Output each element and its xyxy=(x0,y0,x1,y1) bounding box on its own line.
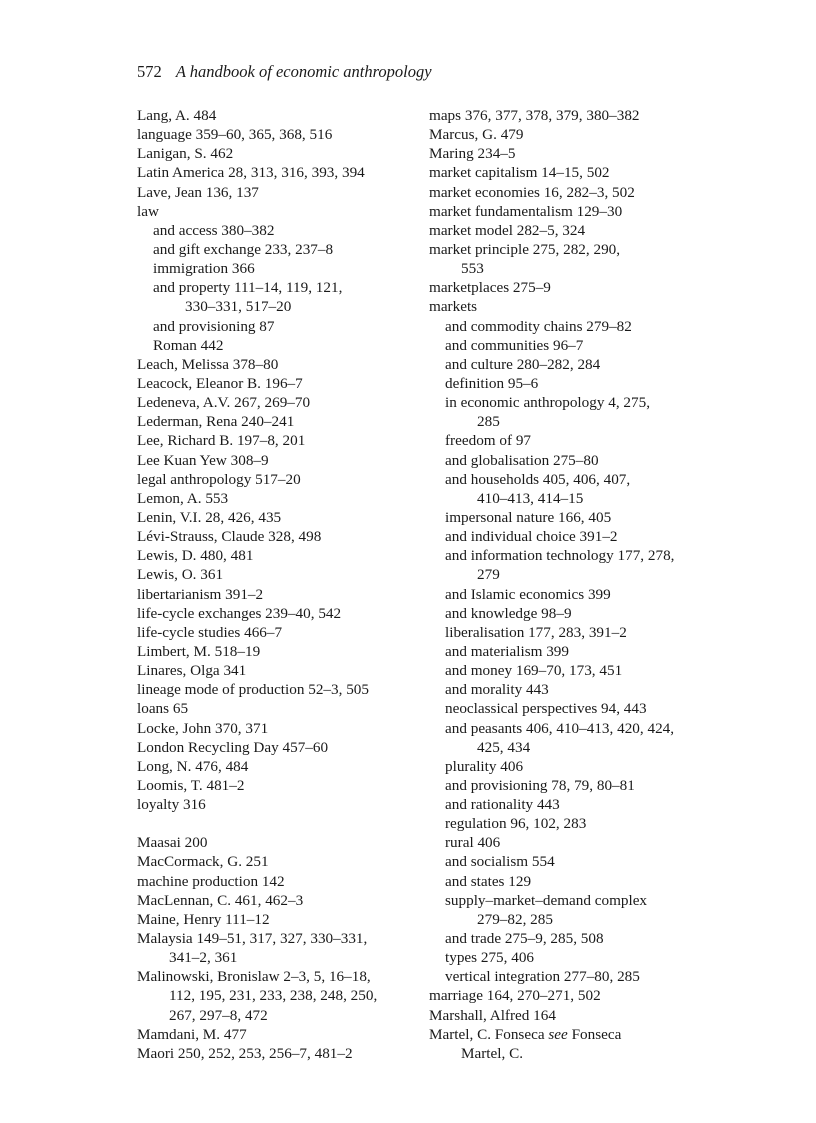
index-subentry: rural 406 xyxy=(445,834,501,852)
index-entry: market principle 275, 282, 290, xyxy=(429,240,621,258)
index-entry: Maine, Henry 111–12 xyxy=(137,910,270,928)
index-entry: Maasai 200 xyxy=(137,834,208,852)
index-entry: Locke, John 370, 371 xyxy=(137,719,269,737)
index-subentry: and households 405, 406, 407, xyxy=(445,470,631,488)
index-entry: Lewis, O. 361 xyxy=(137,566,224,584)
index-entry: MacCormack, G. 251 xyxy=(137,853,269,871)
index-entry: Ledeneva, A.V. 267, 269–70 xyxy=(137,394,311,412)
see-keyword: see xyxy=(548,1025,568,1043)
index-entry: Lemon, A. 553 xyxy=(137,489,229,507)
index-subentry: neoclassical perspectives 94, 443 xyxy=(445,700,647,718)
index-subentry: and individual choice 391–2 xyxy=(445,528,618,546)
page-number: 572 xyxy=(137,62,162,81)
letter-group-gap xyxy=(137,814,407,833)
index-entry: Lee, Richard B. 197–8, 201 xyxy=(137,432,306,450)
index-entry: Malaysia 149–51, 317, 327, 330–331, xyxy=(137,930,368,948)
cross-reference-head: Martel, C. Fonseca xyxy=(429,1025,549,1043)
index-continuation: 112, 195, 231, 233, 238, 248, 250, xyxy=(169,987,378,1005)
index-subentry: and provisioning 78, 79, 80–81 xyxy=(445,776,635,794)
index-continuation: 285 xyxy=(477,413,500,431)
index-entry: Malinowski, Bronislaw 2–3, 5, 16–18, xyxy=(137,968,371,986)
index-subentry: types 275, 406 xyxy=(445,949,535,967)
index-entry: Maring 234–5 xyxy=(429,145,516,163)
index-entry: libertarianism 391–2 xyxy=(137,585,264,603)
index-subentry: and gift exchange 233, 237–8 xyxy=(153,240,334,258)
running-title: A handbook of economic anthropology xyxy=(175,62,432,81)
index-subentry: and states 129 xyxy=(445,872,532,890)
index-continuation: 553 xyxy=(461,260,484,278)
index-entry: Lee Kuan Yew 308–9 xyxy=(137,451,269,469)
index-continuation: 410–413, 414–15 xyxy=(477,489,584,507)
index-entry: Leacock, Eleanor B. 196–7 xyxy=(137,374,303,392)
index-subentry: and commodity chains 279–82 xyxy=(445,317,632,335)
index-entry: Lave, Jean 136, 137 xyxy=(137,183,259,201)
index-subentry: regulation 96, 102, 283 xyxy=(445,815,587,833)
index-entry: market fundamentalism 129–30 xyxy=(429,202,623,220)
index-entry: loyalty 316 xyxy=(137,796,206,814)
index-entry: machine production 142 xyxy=(137,872,285,890)
index-entry: marketplaces 275–9 xyxy=(429,279,551,297)
index-subentry: and Islamic economics 399 xyxy=(445,585,611,603)
index-subentry: immigration 366 xyxy=(153,260,255,278)
index-subentry: vertical integration 277–80, 285 xyxy=(445,968,640,986)
index-subentry: definition 95–6 xyxy=(445,374,539,392)
index-subentry: plurality 406 xyxy=(445,757,524,775)
cross-reference-target: Fonseca xyxy=(567,1025,622,1043)
index-entry: Loomis, T. 481–2 xyxy=(137,776,245,794)
index-subentry: supply–market–demand complex xyxy=(445,891,648,909)
index-entry: language 359–60, 365, 368, 516 xyxy=(137,126,333,144)
index-entry: Lewis, D. 480, 481 xyxy=(137,547,254,565)
index-column-right xyxy=(429,106,719,1063)
index-entry: Marcus, G. 479 xyxy=(429,126,524,144)
index-subentry: and money 169–70, 173, 451 xyxy=(445,662,623,680)
index-entry: Leach, Melissa 378–80 xyxy=(137,355,279,373)
index-entry-cross-reference xyxy=(429,1025,719,1044)
index-continuation: 341–2, 361 xyxy=(169,949,238,967)
index-entry: Marshall, Alfred 164 xyxy=(429,1006,556,1024)
index-subentry: and communities 96–7 xyxy=(445,336,584,354)
index-entry: life-cycle studies 466–7 xyxy=(137,623,283,641)
index-continuation: Martel, C. xyxy=(461,1044,524,1062)
index-entry: maps 376, 377, 378, 379, 380–382 xyxy=(429,107,640,124)
index-entry: MacLennan, C. 461, 462–3 xyxy=(137,891,304,909)
page-header xyxy=(137,60,432,84)
index-subentry: liberalisation 177, 283, 391–2 xyxy=(445,623,627,641)
index-subentry: and materialism 399 xyxy=(445,642,569,660)
index-continuation: 279 xyxy=(477,566,500,584)
index-entry: marriage 164, 270–271, 502 xyxy=(429,987,601,1005)
index-entry: Maori 250, 252, 253, 256–7, 481–2 xyxy=(137,1044,353,1062)
index-entry: loans 65 xyxy=(137,700,189,718)
index-subentry: freedom of 97 xyxy=(445,432,532,450)
index-subentry: and access 380–382 xyxy=(153,221,275,239)
index-entry: Lenin, V.I. 28, 426, 435 xyxy=(137,508,282,526)
index-entry: market capitalism 14–15, 502 xyxy=(429,164,610,182)
index-entry: legal anthropology 517–20 xyxy=(137,470,301,488)
index-subentry: impersonal nature 166, 405 xyxy=(445,508,612,526)
index-entry: London Recycling Day 457–60 xyxy=(137,738,329,756)
index-subentry: and trade 275–9, 285, 508 xyxy=(445,930,604,948)
index-entry: Linares, Olga 341 xyxy=(137,662,247,680)
index-entry: market model 282–5, 324 xyxy=(429,221,586,239)
index-entry: Lang, A. 484 xyxy=(137,107,217,124)
index-entry: law xyxy=(137,202,159,220)
index-entry: lineage mode of production 52–3, 505 xyxy=(137,681,369,699)
index-entry: Long, N. 476, 484 xyxy=(137,757,249,775)
index-subentry: and property 111–14, 119, 121, xyxy=(153,279,343,297)
index-subentry: and socialism 554 xyxy=(445,853,555,871)
index-entry: Latin America 28, 313, 316, 393, 394 xyxy=(137,164,365,182)
index-entry: life-cycle exchanges 239–40, 542 xyxy=(137,604,342,622)
index-subentry: and morality 443 xyxy=(445,681,549,699)
index-subentry: in economic anthropology 4, 275, xyxy=(445,394,650,412)
index-subentry: Roman 442 xyxy=(153,336,224,354)
index-subentry: and globalisation 275–80 xyxy=(445,451,599,469)
index-entry: Lederman, Rena 240–241 xyxy=(137,413,295,431)
index-subentry: and provisioning 87 xyxy=(153,317,275,335)
index-entry: Mamdani, M. 477 xyxy=(137,1025,247,1043)
index-subentry: and information technology 177, 278, xyxy=(445,547,675,565)
index-continuation: 330–331, 517–20 xyxy=(185,298,292,316)
index-subentry: and peasants 406, 410–413, 420, 424, xyxy=(445,719,675,737)
index-entry: markets xyxy=(429,298,478,316)
index-subentry: and rationality 443 xyxy=(445,796,560,814)
index-continuation: 425, 434 xyxy=(477,738,531,756)
index-continuation: 267, 297–8, 472 xyxy=(169,1006,268,1024)
index-column-left xyxy=(137,106,407,1063)
index-entry: Lanigan, S. 462 xyxy=(137,145,234,163)
index-continuation: 279–82, 285 xyxy=(477,910,553,928)
index-entry: market economies 16, 282–3, 502 xyxy=(429,183,635,201)
index-subentry: and knowledge 98–9 xyxy=(445,604,572,622)
index-subentry: and culture 280–282, 284 xyxy=(445,355,601,373)
index-entry: Lévi-Strauss, Claude 328, 498 xyxy=(137,528,322,546)
index-entry: Limbert, M. 518–19 xyxy=(137,642,261,660)
